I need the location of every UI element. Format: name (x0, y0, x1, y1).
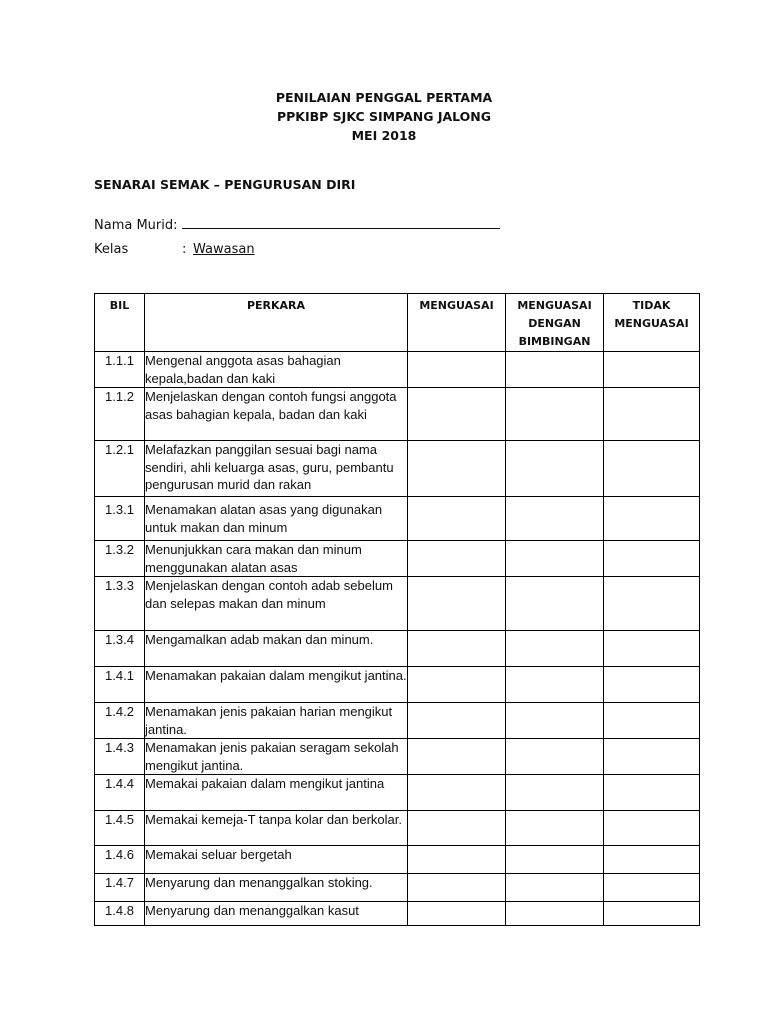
row-perkara: Menjelaskan dengan contoh fungsi anggota asas bahagian kepala, badan dan kaki (145, 388, 408, 441)
table-row (95, 577, 700, 631)
header-line-3: MEI 2018 (351, 128, 417, 143)
row-bil: 1.3.1 (95, 497, 145, 541)
checkbox-cell-tidak-menguasai[interactable] (604, 811, 700, 846)
table-row (95, 541, 700, 577)
table-header-row (95, 294, 700, 352)
table-row (95, 703, 700, 739)
checkbox-cell-menguasai-dengan-bimbingan[interactable] (506, 775, 604, 811)
row-bil: 1.4.6 (95, 846, 145, 874)
checkbox-cell-tidak-menguasai[interactable] (604, 874, 700, 902)
checkbox-cell-menguasai-dengan-bimbingan[interactable] (506, 703, 604, 739)
row-perkara: Melafazkan panggilan sesuai bagi nama sendiri, ahli keluarga asas, guru, pembantu pengurusan murid dan rakan (145, 441, 408, 497)
table-row (95, 667, 700, 703)
row-bil: 1.1.1 (95, 352, 145, 388)
checkbox-cell-menguasai-dengan-bimbingan[interactable] (506, 846, 604, 874)
checkbox-cell-menguasai-dengan-bimbingan[interactable] (506, 541, 604, 577)
checkbox-cell-tidak-menguasai[interactable] (604, 497, 700, 541)
checkbox-cell-menguasai-dengan-bimbingan[interactable] (506, 497, 604, 541)
checkbox-cell-menguasai[interactable] (408, 631, 506, 667)
checkbox-cell-menguasai-dengan-bimbingan[interactable] (506, 667, 604, 703)
checkbox-cell-menguasai-dengan-bimbingan[interactable] (506, 902, 604, 926)
checkbox-cell-tidak-menguasai[interactable] (604, 388, 700, 441)
table-row (95, 775, 700, 811)
row-bil: 1.4.2 (95, 703, 145, 739)
row-bil: 1.3.3 (95, 577, 145, 631)
checkbox-cell-tidak-menguasai[interactable] (604, 902, 700, 926)
student-name-field (94, 214, 500, 233)
column-header-tidak-menguasai: TIDAK MENGUASAI (604, 294, 700, 352)
column-header-menguasai: MENGUASAI (408, 294, 506, 352)
checkbox-cell-menguasai-dengan-bimbingan[interactable] (506, 739, 604, 775)
checkbox-cell-menguasai[interactable] (408, 577, 506, 631)
checkbox-cell-tidak-menguasai[interactable] (604, 703, 700, 739)
column-header-perkara: PERKARA (145, 294, 408, 352)
checkbox-cell-menguasai-dengan-bimbingan[interactable] (506, 577, 604, 631)
row-bil: 1.4.3 (95, 739, 145, 775)
checkbox-cell-menguasai[interactable] (408, 388, 506, 441)
row-perkara: Mengamalkan adab makan dan minum. (145, 631, 408, 667)
checklist-table (94, 293, 700, 926)
row-perkara: Menamakan jenis pakaian seragam sekolah mengikut jantina. (145, 739, 408, 775)
column-header-menguasai-dengan-bimbingan: MENGUASAI DENGAN BIMBINGAN (506, 294, 604, 352)
checkbox-cell-tidak-menguasai[interactable] (604, 775, 700, 811)
checkbox-cell-menguasai[interactable] (408, 739, 506, 775)
checkbox-cell-tidak-menguasai[interactable] (604, 739, 700, 775)
row-bil: 1.1.2 (95, 388, 145, 441)
row-perkara: Mengenal anggota asas bahagian kepala,badan dan kaki (145, 352, 408, 388)
header-line-2: PPKIBP SJKC SIMPANG JALONG (276, 109, 492, 124)
class-label: Kelas (94, 242, 129, 257)
table-row (95, 846, 700, 874)
table-row (95, 388, 700, 441)
row-bil: 1.3.2 (95, 541, 145, 577)
checkbox-cell-menguasai-dengan-bimbingan[interactable] (506, 631, 604, 667)
table-row (95, 811, 700, 846)
checkbox-cell-menguasai[interactable] (408, 541, 506, 577)
row-perkara: Memakai pakaian dalam mengikut jantina (145, 775, 408, 811)
checkbox-cell-tidak-menguasai[interactable] (604, 667, 700, 703)
table-row (95, 497, 700, 541)
row-bil: 1.2.1 (95, 441, 145, 497)
row-bil: 1.4.8 (95, 902, 145, 926)
row-perkara: Menamakan alatan asas yang digunakan untuk makan dan minum (145, 497, 408, 541)
row-perkara: Menamakan jenis pakaian harian mengikut jantina. (145, 703, 408, 739)
checkbox-cell-menguasai[interactable] (408, 441, 506, 497)
class-field (94, 242, 255, 257)
checklist-title: SENARAI SEMAK – PENGURUSAN DIRI (94, 177, 356, 192)
checkbox-cell-menguasai[interactable] (408, 902, 506, 926)
checkbox-cell-menguasai-dengan-bimbingan[interactable] (506, 874, 604, 902)
checkbox-cell-menguasai-dengan-bimbingan[interactable] (506, 388, 604, 441)
checkbox-cell-tidak-menguasai[interactable] (604, 352, 700, 388)
checkbox-cell-menguasai-dengan-bimbingan[interactable] (506, 811, 604, 846)
checkbox-cell-menguasai[interactable] (408, 667, 506, 703)
checkbox-cell-tidak-menguasai[interactable] (604, 846, 700, 874)
row-perkara: Menamakan pakaian dalam mengikut jantina. (145, 667, 408, 703)
table-row (95, 441, 700, 497)
row-bil: 1.4.1 (95, 667, 145, 703)
row-perkara: Memakai seluar bergetah (145, 846, 408, 874)
checkbox-cell-tidak-menguasai[interactable] (604, 441, 700, 497)
checkbox-cell-menguasai[interactable] (408, 775, 506, 811)
class-value: Wawasan (193, 242, 255, 257)
checkbox-cell-menguasai[interactable] (408, 352, 506, 388)
student-name-blank[interactable] (182, 214, 500, 229)
row-perkara: Menjelaskan dengan contoh adab sebelum dan selepas makan dan minum (145, 577, 408, 631)
checkbox-cell-menguasai[interactable] (408, 811, 506, 846)
checkbox-cell-menguasai[interactable] (408, 846, 506, 874)
row-perkara: Memakai kemeja-T tanpa kolar dan berkolar. (145, 811, 408, 846)
checkbox-cell-tidak-menguasai[interactable] (604, 631, 700, 667)
header-line-1: PENILAIAN PENGGAL PERTAMA (275, 90, 493, 105)
row-perkara: Menyarung dan menanggalkan stoking. (145, 874, 408, 902)
checkbox-cell-tidak-menguasai[interactable] (604, 577, 700, 631)
table-row (95, 739, 700, 775)
checkbox-cell-menguasai-dengan-bimbingan[interactable] (506, 352, 604, 388)
table-row (95, 631, 700, 667)
checkbox-cell-menguasai-dengan-bimbingan[interactable] (506, 441, 604, 497)
row-bil: 1.3.4 (95, 631, 145, 667)
class-colon: : (182, 242, 187, 257)
row-perkara: Menyarung dan menanggalkan kasut (145, 902, 408, 926)
table-row (95, 874, 700, 902)
student-name-label: Nama Murid: (94, 218, 178, 233)
row-bil: 1.4.5 (95, 811, 145, 846)
table-row (95, 902, 700, 926)
row-perkara: Menunjukkan cara makan dan minum menggunakan alatan asas (145, 541, 408, 577)
checkbox-cell-menguasai[interactable] (408, 703, 506, 739)
row-bil: 1.4.4 (95, 775, 145, 811)
checkbox-cell-menguasai[interactable] (408, 497, 506, 541)
row-bil: 1.4.7 (95, 874, 145, 902)
table-row (95, 352, 700, 388)
document-header (0, 88, 768, 145)
checkbox-cell-menguasai[interactable] (408, 874, 506, 902)
checkbox-cell-tidak-menguasai[interactable] (604, 541, 700, 577)
column-header-bil: BIL (95, 294, 145, 352)
